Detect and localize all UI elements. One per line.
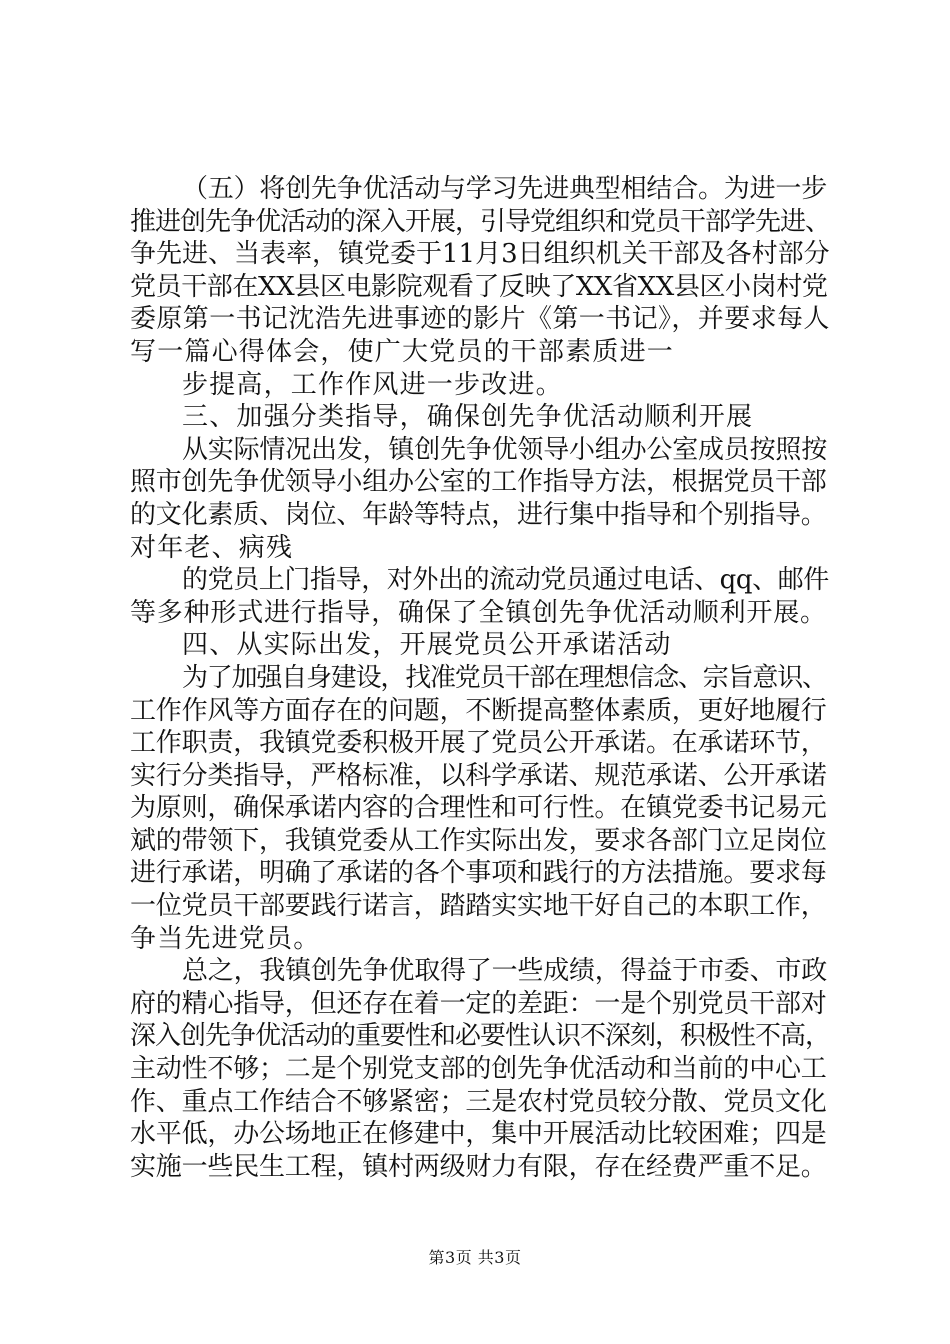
text-line: 的党员上门指导，对外出的流动党员通过电话、qq、邮件 [182,565,829,596]
text-line: 工作职责，我镇党委积极开展了党员公开承诺。在承诺环节， [130,728,827,759]
text-line: 实行分类指导，严格标准，以科学承诺、规范承诺、公开承诺 [130,760,827,791]
text-line: 工作作风等方面存在的问题，不断提高整体素质，更好地履行 [130,695,827,726]
text-line: 党员干部在XX县区电影院观看了反映了XX省XX县区小岗村党 [130,271,828,302]
text-line: 推进创先争优活动的深入开展，引导党组织和党员干部学先进、 [130,206,831,237]
text-line: 斌的带领下，我镇党委从工作实际出发，要求各部门立足岗位 [130,825,827,856]
text-line: 委原第一书记沈浩先进事迹的影片《第一书记》，并要求每人 [130,304,830,335]
text-line: 的文化素质、岗位、年龄等特点，进行集中指导和个别指导。 [130,499,827,530]
text-line: 府的精心指导，但还存在着一定的差距：一是个别党员干部对 [130,988,827,1019]
section-heading: 三、加强分类指导，确保创先争优活动顺利开展 [182,402,754,433]
text-line: 写一篇心得体会，使广大党员的干部素质进一 [130,336,675,367]
text-line: 水平低，办公场地正在修建中，集中开展活动比较困难；四是 [130,1119,827,1150]
text-line: 一位党员干部要践行诺言，踏踏实实地干好自己的本职工作， [130,891,827,922]
text-line: 争当先进党员。 [130,923,321,954]
section-heading: 四、从实际出发，开展党员公开承诺活动 [182,630,672,661]
text-line: 为原则，确保承诺内容的合理性和可行性。在镇党委书记易元 [130,793,827,824]
body-text [130,173,830,1183]
text-line: 为了加强自身建设，找准党员干部在理想信念、宗旨意识、 [182,662,827,693]
text-line: 照市创先争优领导小组办公室的工作指导方法，根据党员干部 [130,467,827,498]
text-line: 对年老、病残 [130,532,294,563]
page-number-footer: 第3页 共3页 [428,1248,522,1267]
text-line: 总之，我镇创先争优取得了一些成绩，得益于市委、市政 [182,956,828,987]
text-line: 深入创先争优活动的重要性和必要性认识不深刻，积极性不高， [130,1021,831,1052]
text-line: 从实际情况出发，镇创先争优领导小组办公室成员按照按 [182,434,828,465]
text-line: 等多种形式进行指导，确保了全镇创先争优活动顺利开展。 [130,597,827,628]
text-line: 进行承诺，明确了承诺的各个事项和践行的方法措施。要求每 [130,858,827,889]
text-line: 争先进、当表率，镇党委于11月3日组织机关干部及各村部分 [130,239,830,270]
text-line: 实施一些民生工程，镇村两级财力有限，存在经费严重不足。 [130,1151,827,1182]
text-line: 作、重点工作结合不够紧密；三是农村党员较分散、党员文化 [130,1086,827,1117]
text-line: 步提高，工作作风进一步改进。 [182,369,563,400]
text-line: 主动性不够；二是个别党支部的创先争优活动和当前的中心工 [130,1054,827,1085]
text-line: （五）将创先争优活动与学习先进典型相结合。为进一步 [182,174,828,204]
